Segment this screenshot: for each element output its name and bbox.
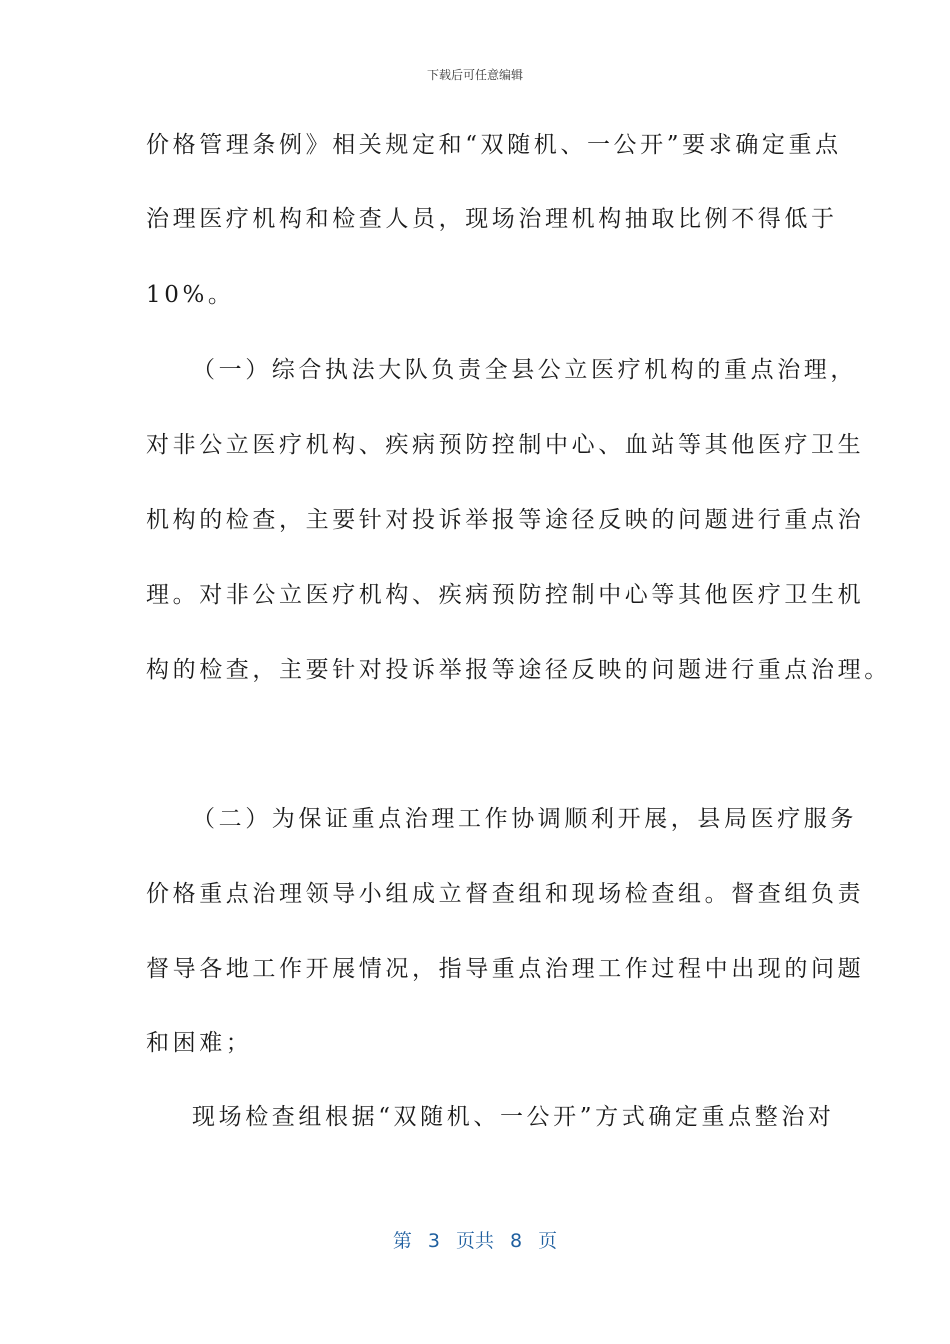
body-line-12: 和困难； [146,1030,253,1056]
body-line-10: 价格重点治理领导小组成立督查组和现场检查组。督查组负责 [146,881,865,907]
body-line-1: 价格管理条例》相关规定和“双随机、一公开”要求确定重点 [146,132,842,158]
body-line-7: 理。对非公立医疗机构、疾病预防控制中心等其他医疗卫生机 [146,582,865,608]
body-line-9: （二）为保证重点治理工作协调顺利开展，县局医疗服务 [192,806,857,832]
body-line-5: 对非公立医疗机构、疾病预防控制中心、血站等其他医疗卫生 [146,432,865,458]
page-number-footer: 第 3 页共 8 页 [392,1230,558,1252]
body-line-6: 机构的检查，主要针对投诉举报等途径反映的问题进行重点治 [146,507,865,533]
body-line-2: 治理医疗机构和检查人员，现场治理机构抽取比例不得低于 [146,206,838,232]
body-line-4: （一）综合执法大队负责全县公立医疗机构的重点治理， [192,357,857,383]
body-line-8: 构的检查，主要针对投诉举报等途径反映的问题进行重点治理。 [146,657,891,683]
header-note: 下载后可任意编辑 [426,68,523,82]
body-line-13: 现场检查组根据“双随机、一公开”方式确定重点整治对 [192,1104,835,1130]
body-line-3: 10%。 [146,282,235,308]
body-line-11: 督导各地工作开展情况，指导重点治理工作过程中出现的问题 [146,956,865,982]
